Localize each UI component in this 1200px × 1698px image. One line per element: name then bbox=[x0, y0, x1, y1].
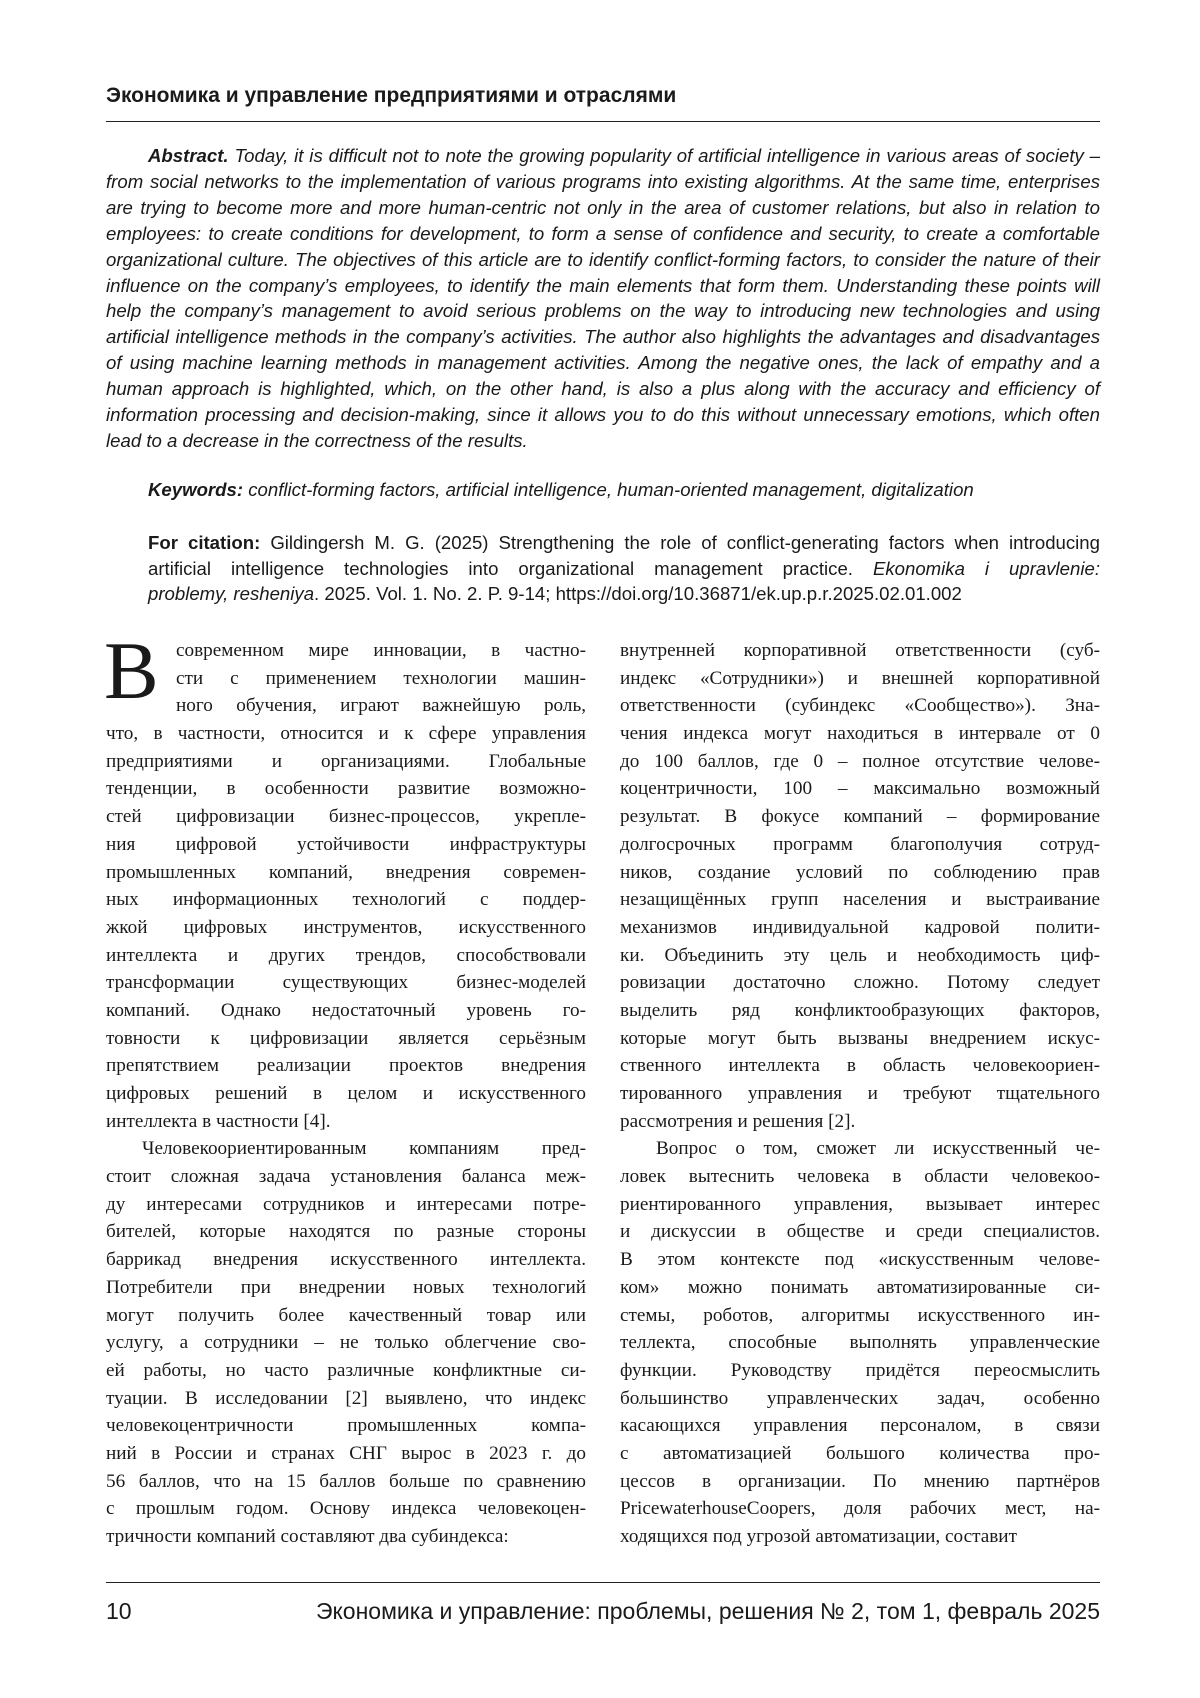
text-line: касающихся управления персоналом, в связи bbox=[620, 1415, 1100, 1437]
running-head: Экономика и управление предприятиями и отраслями bbox=[106, 84, 677, 107]
text-line: ния цифровой устойчивости инфраструктуры bbox=[106, 833, 586, 855]
text-line: риентированного управления, вызывает интерес bbox=[620, 1193, 1100, 1215]
text-line: Вопрос о том, сможет ли искусственный че- bbox=[656, 1138, 1100, 1160]
journal-footer: Экономика и управление: проблемы, решения № 2, том 1, февраль 2025 bbox=[315, 1598, 1100, 1624]
text-line: бителей, которые находятся по разные стороны bbox=[106, 1221, 586, 1243]
header-rule bbox=[106, 121, 1100, 122]
text-line: компаний. Однако недостаточный уровень го- bbox=[106, 999, 586, 1021]
text-line: и дискуссии в обществе и среди специалистов. bbox=[620, 1221, 1100, 1243]
citation-line bbox=[148, 556, 1100, 582]
text-line: ний в России и странах СНГ вырос в 2023 г. до bbox=[106, 1442, 586, 1464]
text-line: большинство управленческих задач, особенно bbox=[620, 1387, 1100, 1409]
text-line: долгосрочных программ благополучия сотруд- bbox=[620, 833, 1100, 855]
text-line: ходящихся под угрозой автоматизации, составит bbox=[620, 1526, 1017, 1547]
text-line: коцентричности, 100 – максимально возможный bbox=[620, 778, 1100, 800]
text-line: промышленных компаний, внедрения современ- bbox=[106, 861, 586, 883]
text-line: механизмов индивидуальной кадровой полити- bbox=[620, 916, 1100, 938]
text-line: ровизации достаточно сложно. Потому следует bbox=[620, 972, 1100, 994]
text-line: PricewaterhouseCoopers, доля рабочих мест, на- bbox=[620, 1498, 1100, 1520]
text-line: Потребители при внедрении новых технологий bbox=[106, 1276, 586, 1298]
text-line: туации. В исследовании [2] выявлено, что индекс bbox=[106, 1387, 586, 1409]
footer-rule bbox=[106, 1582, 1100, 1583]
text-line: ответственности (субиндекс «Сообщество»). Зна- bbox=[620, 695, 1100, 717]
page-number: 10 bbox=[106, 1598, 132, 1624]
text-line: незащищённых групп населения и выстраивание bbox=[620, 889, 1100, 911]
text-line: могут получить более качественный товар или bbox=[106, 1304, 586, 1326]
drop-cap: В bbox=[104, 625, 159, 716]
text-line: с прошлым годом. Основу индекса человекоцен- bbox=[106, 1498, 586, 1520]
text-line: тричности компаний составляют два субиндекса: bbox=[106, 1526, 509, 1547]
text-line: тенденции, в особенности развитие возможно- bbox=[106, 778, 586, 800]
text-line: ственного интеллекта в область человекоориен- bbox=[620, 1055, 1100, 1077]
text-line: рассмотрения и решения [2]. bbox=[620, 1110, 856, 1132]
text-line: стоит сложная задача установления баланса меж- bbox=[106, 1166, 586, 1188]
text-line: цифровых решений в целом и искусственного bbox=[106, 1083, 586, 1104]
journal-title-italic-cont: problemy, resheniya bbox=[148, 583, 315, 604]
text-line: ду интересами сотрудников и интересами потре- bbox=[106, 1193, 586, 1215]
citation bbox=[148, 530, 1100, 607]
text-line: которые могут быть вызваны внедрением искус- bbox=[620, 1027, 1100, 1049]
text-line: современном мире инновации, в частно- bbox=[176, 640, 586, 661]
text-line: интеллекта в частности [4]. bbox=[106, 1110, 331, 1132]
text-line: товности к цифровизации является серьёзным bbox=[106, 1027, 586, 1049]
citation-line2: artificial intelligence technologies into organizational management practice. bbox=[148, 557, 853, 579]
text-line: услугу, а сотрудники – не только облегчение сво- bbox=[106, 1332, 586, 1354]
keywords-label: Keywords: bbox=[148, 479, 244, 500]
text-line: индекс «Сотрудники») и внешней корпоративной bbox=[620, 667, 1100, 689]
text-line: ей работы, но часто различные конфликтные си- bbox=[106, 1359, 586, 1381]
citation-line1: Gildingersh M. G. (2025) Strengthening the role of conflict-generating factors when introducing bbox=[270, 532, 1100, 553]
right-column bbox=[620, 637, 1100, 1551]
text-line: ловек вытеснить человека в области человекоо- bbox=[620, 1166, 1100, 1188]
citation-line bbox=[148, 530, 1100, 556]
text-line: интеллекта и других трендов, способствовали bbox=[106, 944, 586, 966]
text-line: ком» можно понимать автоматизированные си- bbox=[620, 1276, 1100, 1298]
abstract bbox=[106, 143, 1100, 454]
text-line: трансформации существующих бизнес-моделей bbox=[106, 972, 586, 994]
text-line: ников, создание условий по соблюдению прав bbox=[620, 861, 1100, 883]
text-line: препятствием реализации проектов внедрения bbox=[106, 1055, 586, 1077]
text-line: что, в частности, относится и к сфере управления bbox=[106, 723, 586, 745]
keywords bbox=[148, 477, 1100, 503]
citation-line bbox=[148, 581, 1100, 607]
text-line: сти с применением технологии машин- bbox=[176, 667, 586, 689]
abstract-label: Abstract. bbox=[148, 145, 229, 166]
text-line: ных информационных технологий с поддер- bbox=[106, 889, 586, 911]
text-line: предприятиями и организациями. Глобальные bbox=[106, 750, 586, 772]
text-line: с автоматизацией большого количества про- bbox=[620, 1442, 1100, 1464]
text-line: до 100 баллов, где 0 – полное отсутствие челове- bbox=[620, 750, 1100, 772]
text-line: человекоцентричности промышленных компа- bbox=[106, 1415, 586, 1437]
abstract-text: Today, it is difficult not to note the growing popularity of artificial intelligence in various areas of society – from social networks to the implementation of various programs into existing algorithms. At the same time, enterprises are trying to become more and more human-centric not only in the area of customer relations, but also in relation to employees: to create conditions for development, to form a sense of confidence and security, to create a comfortable organizational culture. The objectives of this article are to identify conflict-forming factors, to consider the nature of their influence on the company’s employees, to identify the main elements that form them. Understanding these points will help the company’s management to avoid serious problems on the way to introducing new technologies and using artificial intelligence methods in the company’s activities. The author also highlights the advantages and disadvantages of using machine learning methods in management activities. Among the negative ones, the lack of empathy and a human approach is highlighted, which, on the other hand, is also a plus along with the accuracy and efficiency of information processing and decision-making, since it allows you to do this without unnecessary emotions, which often lead to a decrease in the correctness of the results. bbox=[106, 145, 1101, 451]
text-line: функции. Руководству придётся переосмыслить bbox=[620, 1359, 1100, 1381]
citation-label: For citation: bbox=[148, 532, 261, 553]
text-line: стемы, роботов, алгоритмы искусственного ин- bbox=[620, 1304, 1100, 1326]
keywords-text: conflict-forming factors, artificial intelligence, human-oriented management, digitalization bbox=[248, 479, 974, 500]
text-line: В этом контексте под «искусственным челове- bbox=[620, 1249, 1100, 1271]
citation-doi: . 2025. Vol. 1. No. 2. P. 9-14; https://doi.org/10.36871/ek.up.p.r.2025.02.01.002 bbox=[314, 583, 962, 604]
text-line: баррикад внедрения искусственного интеллекта. bbox=[106, 1249, 586, 1271]
text-line: Человекоориентированным компаниям пред- bbox=[142, 1138, 586, 1160]
left-column bbox=[106, 637, 586, 1551]
text-line: теллекта, способные выполнять управленческие bbox=[620, 1332, 1100, 1354]
text-line: тированного управления и требуют тщательного bbox=[620, 1083, 1100, 1104]
text-line: ки. Объединить эту цель и необходимость циф- bbox=[620, 944, 1100, 966]
text-line: стей цифровизации бизнес-процессов, укрепле- bbox=[106, 806, 586, 828]
text-line: внутренней корпоративной ответственности (суб- bbox=[620, 640, 1100, 661]
text-line: 56 баллов, что на 15 баллов больше по сравнению bbox=[106, 1470, 586, 1492]
text-line: цессов в организации. По мнению партнёров bbox=[620, 1470, 1100, 1492]
text-line: результат. В фокусе компаний – формирование bbox=[620, 806, 1100, 828]
text-line: ного обучения, играют важнейшую роль, bbox=[176, 695, 586, 717]
journal-title-italic: Ekonomika i upravlenie: bbox=[872, 557, 1100, 579]
text-line: чения индекса могут находиться в интервале от 0 bbox=[620, 723, 1100, 745]
text-line: выделить ряд конфликтообразующих факторов, bbox=[620, 999, 1100, 1021]
text-line: жкой цифровых инструментов, искусственного bbox=[106, 916, 586, 938]
